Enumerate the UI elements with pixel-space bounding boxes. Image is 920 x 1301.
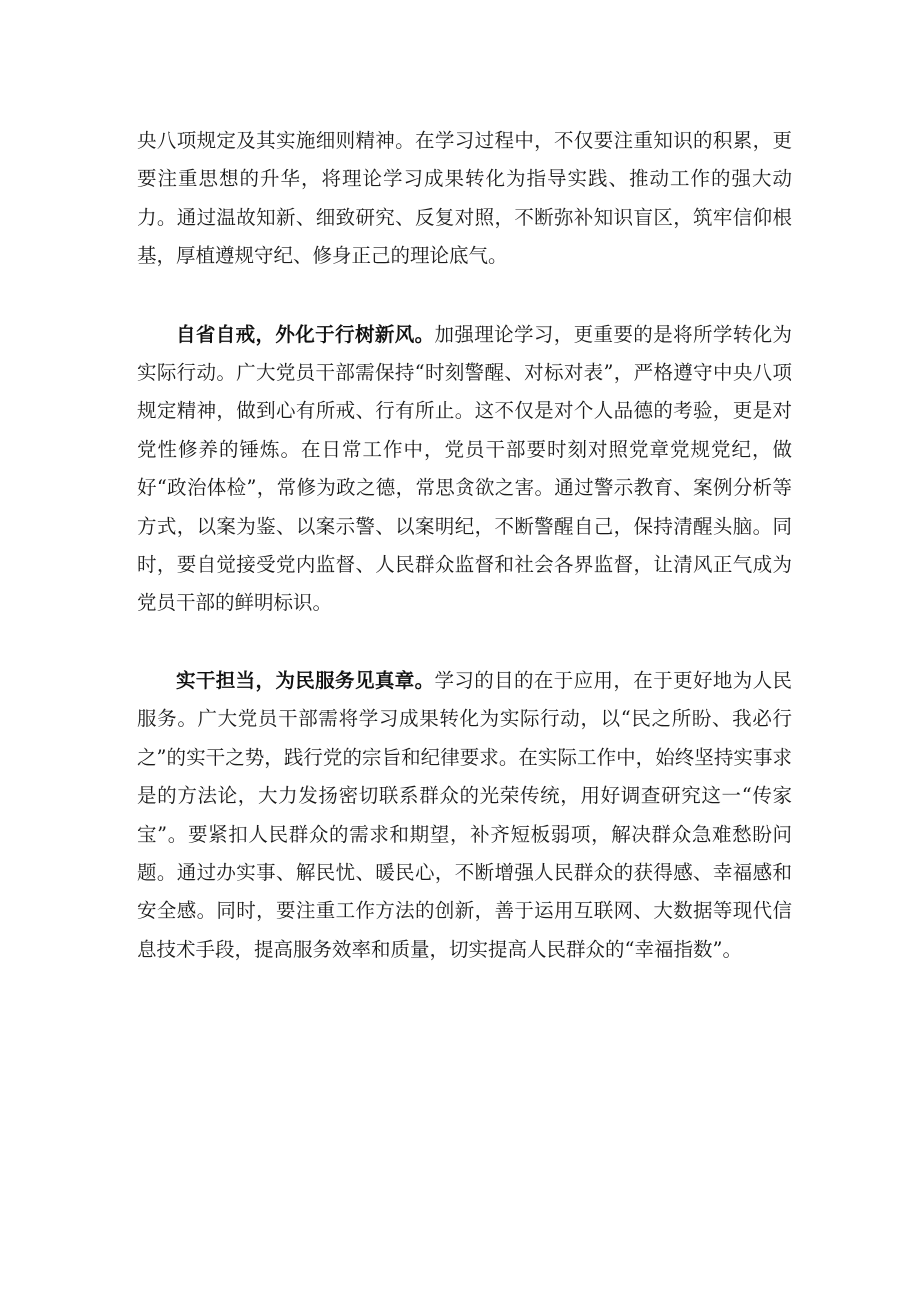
paragraph-continuation <box>137 122 792 276</box>
paragraph-serve-people <box>137 662 792 969</box>
paragraph-text: 加强理论学习，更重要的是将所学转化为实际行动。广大党员干部需保持“时刻警醒、对标对表”，严格遵守中央八项规定精神，做到心有所戒、行有所止。这不仅是对个人品德的考验，更是对党性修养的锤炼。在日常工作中，党员干部要时刻对照党章党规党纪，做好“政治体检”，常修为政之德，常思贪欲之害。通过警示教育、案例分析等方式，以案为鉴、以案示警、以案明纪，不断警醒自己，保持清醒头脑。同时，要自觉接受党内监督、人民群众监督和社会各界监督，让清风正气成为党员干部的鲜明标识。 <box>137 322 792 615</box>
paragraph-heading: 实干担当，为民服务见真章。 <box>176 668 435 692</box>
paragraph-text: 学习的目的在于应用，在于更好地为人民服务。广大党员干部需将学习成果转化为实际行动，以“民之所盼、我必行之”的实干之势，践行党的宗旨和纪律要求。在实际工作中，始终坚持实事求是的方法论，大力发扬密切联系群众的光荣传统，用好调查研究这一“传家宝”。要紧扣人民群众的需求和期望，补齐短板弱项，解决群众急难愁盼问题。通过办实事、解民忧、暖民心，不断增强人民群众的获得感、幸福感和安全感。同时，要注重工作方法的创新，善于运用互联网、大数据等现代信息技术手段，提高服务效率和质量，切实提高人民群众的“幸福指数”。 <box>137 668 792 961</box>
paragraph-self-discipline <box>137 316 792 623</box>
document-body <box>137 122 792 969</box>
paragraph-text: 央八项规定及其实施细则精神。在学习过程中，不仅要注重知识的积累，更要注重思想的升华，将理论学习成果转化为指导实践、推动工作的强大动力。通过温故知新、细致研究、反复对照，不断弥补知识盲区，筑牢信仰根基，厚植遵规守纪、修身正己的理论底气。 <box>137 129 792 268</box>
paragraph-heading: 自省自戒，外化于行树新风。 <box>176 322 435 346</box>
